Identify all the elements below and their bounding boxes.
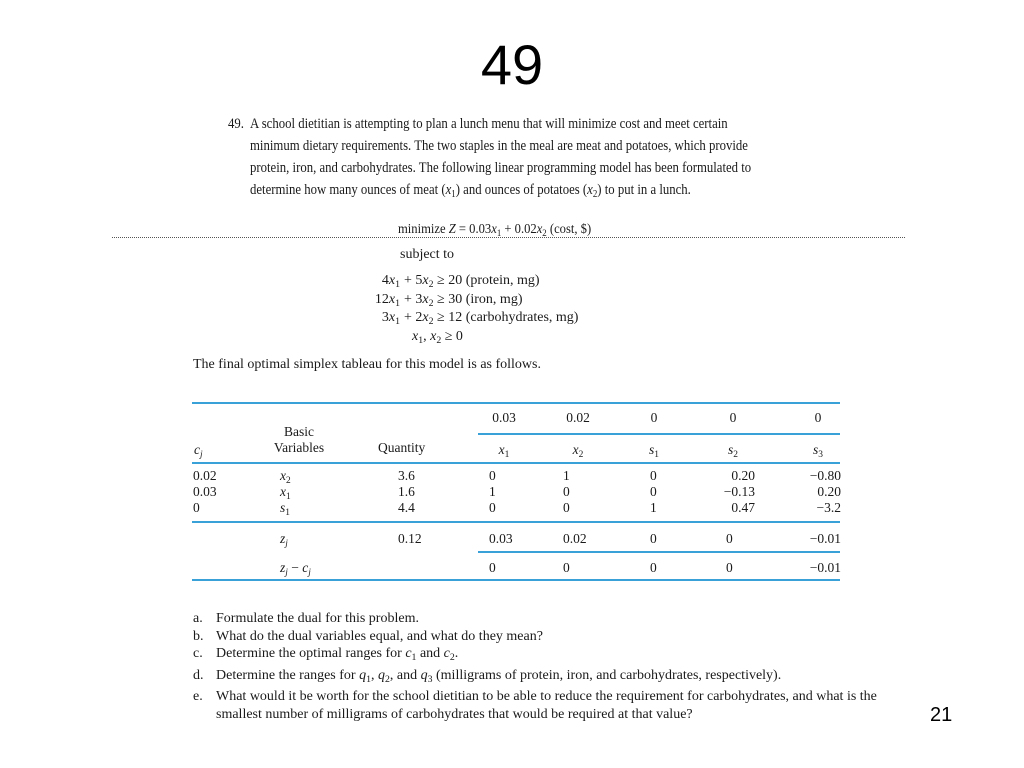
constraint-iron: $12x_1$ + $3x_2 \ge 30$ (iron, mg) (374, 291, 523, 309)
basic-var: $x_1$ (280, 484, 291, 502)
slide-title: 49 (480, 33, 544, 96)
basic-var: $s_1$ (280, 500, 290, 518)
header-cj: $c_j$ (194, 442, 203, 460)
table-top-rule (192, 402, 840, 404)
cj-s3: 0 (814, 410, 822, 425)
problem-line-last: determine how many ounces of meat $(x_1)$ and ounces of potatoes $(x_2)$ to put in a lunch. (250, 182, 691, 200)
col-s2: $s_2$ (728, 442, 738, 460)
objective-function: minimize $Z = 0.03x_1 + 0.02x_2$ (cost, $) (398, 222, 592, 239)
basic-var: $x_2$ (280, 468, 291, 486)
cj-s2: 0 (729, 410, 737, 425)
problem-line: A school dietitian is attempting to plan a lunch menu that will minimize cost and meet certain (250, 116, 728, 132)
header-variables: Variables (273, 440, 325, 455)
question-e: e. What would it be worth for the school dietitian to be able to reduce the requirement for carbohydrates, and what is the smallest number of milligrams of carbohydrates that would be required at that value? (193, 689, 877, 722)
table-bottom-rule (192, 579, 840, 581)
cj-s1: 0 (650, 410, 658, 425)
zj-label: $z_j$ (280, 531, 288, 549)
body-bottom-rule (192, 521, 840, 523)
cj-x1: 0.03 (492, 410, 516, 425)
col-x2: $x_2$ (572, 442, 584, 460)
col-s1: $s_1$ (649, 442, 659, 460)
zj-underline (478, 551, 840, 553)
problem-statement (228, 113, 752, 206)
question-d: d. Determine the ranges for $q_1$, $q_2$, and $q_3$ (milligrams of protein, iron, and carbohydrates, respectively). (193, 667, 782, 685)
header-quantity: Quantity (378, 440, 426, 455)
question-b: b. What do the dual variables equal, and what do they mean? (193, 628, 543, 644)
col-s3: $s_3$ (813, 442, 823, 460)
constraint-carbohydrates: $3x_1$ + $2x_2 \ge 12$ (carbohydrates, mg) (381, 310, 579, 327)
col-x1: $x_1$ (498, 442, 510, 460)
cj-x2: 0.02 (566, 410, 590, 425)
problem-line: protein, iron, and carbohydrates. The following linear programming model has been formulated to (250, 160, 752, 176)
constraints (340, 272, 740, 352)
problem-line: minimum dietary requirements. The two staples in the meal are meat and potatoes, which provide (250, 138, 748, 154)
nonnegativity: $x_1$, $x_2 \ge 0$ (412, 328, 463, 346)
scan-divider (112, 237, 905, 238)
header-basic: Basic (284, 424, 314, 439)
problem-number: 49. (228, 116, 244, 132)
zj-minus-cj-label: $z_j - c_j$ (280, 560, 311, 578)
question-c: c. Determine the optimal ranges for $c_1$ and $c_2$. (193, 646, 459, 663)
subject-to-label: subject to (400, 247, 455, 262)
constraint-protein: $4x_1$ + $5x_2 \ge 20$ (protein, mg) (381, 273, 540, 290)
cj-underline (478, 433, 840, 435)
slide-number: 21 (930, 704, 953, 726)
header-bottom-rule (192, 462, 840, 464)
tableau-intro: The final optimal simplex tableau for this model is as follows. (193, 357, 541, 372)
question-a: a. Formulate the dual for this problem. (193, 611, 419, 626)
question-list (193, 610, 893, 723)
